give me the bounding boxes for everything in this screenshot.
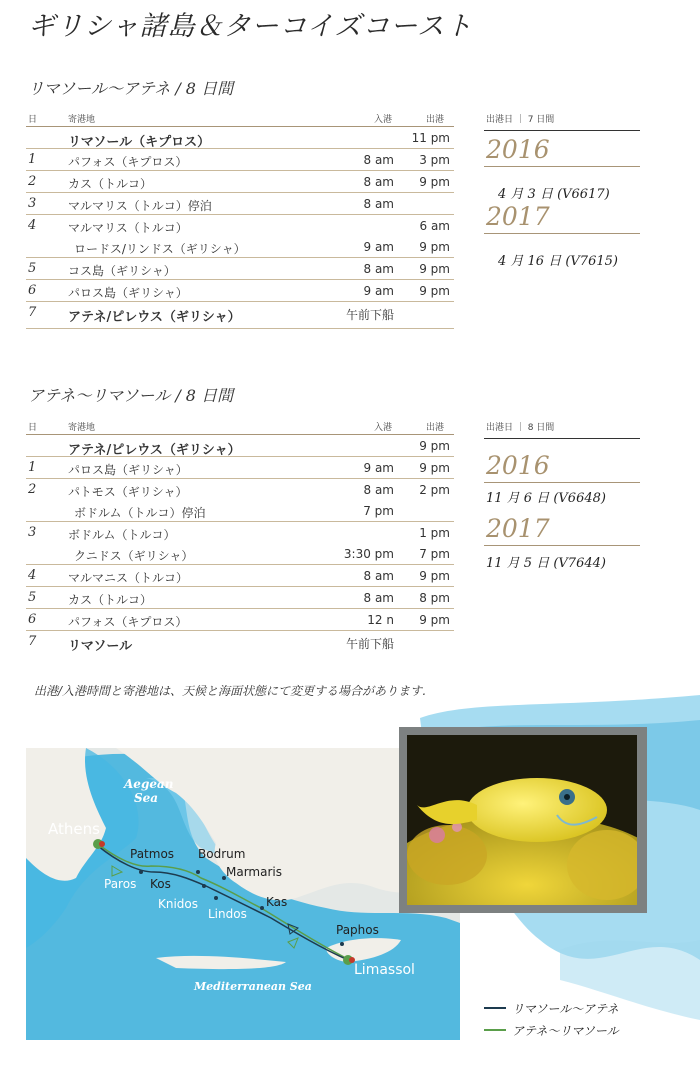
- arrival-time: 3:30 pm: [343, 547, 394, 561]
- port-name: パフォス（キプロス）: [68, 615, 188, 629]
- map-label: Athens: [48, 820, 100, 838]
- route-legend: [484, 997, 619, 1041]
- day-number: 6: [28, 612, 37, 627]
- port-name: リマソール: [68, 639, 133, 654]
- table-header: [26, 414, 454, 435]
- map-label: Mediterranean Sea: [194, 980, 312, 993]
- departure-date: 4 月 16 日 (V7615): [498, 254, 618, 269]
- arrival-time: 8 am: [363, 153, 394, 167]
- port-name: パロス島（ギリシャ）: [68, 463, 188, 477]
- departure-header: 出港日 ｜ 8 日間: [484, 414, 640, 439]
- itinerary-row: [26, 127, 454, 149]
- header-depart: 出港: [425, 423, 444, 433]
- arrival-time: 8 am: [363, 175, 394, 189]
- arrival-time: 7 pm: [363, 504, 394, 518]
- arrival-time: 午前下船: [345, 637, 394, 651]
- map-label: Marmaris: [226, 865, 282, 879]
- cruise2-departures: [484, 414, 640, 571]
- cruise-route-map: [26, 748, 460, 1040]
- departure-date: 4 月 3 日 (V6617): [498, 187, 610, 202]
- departure-time: 11 pm: [411, 131, 450, 145]
- yellow-goby-fish-photo: [407, 735, 637, 905]
- map-label: Aegean: [124, 777, 174, 791]
- port-name: ボドルム（トルコ）停泊: [74, 506, 206, 520]
- header-depart: 出港: [425, 115, 444, 125]
- itinerary-row: [26, 302, 454, 329]
- arrival-time: 8 am: [363, 569, 394, 583]
- day-number: 5: [28, 261, 37, 276]
- itinerary-row: [26, 457, 454, 479]
- day-number: 3: [28, 196, 37, 211]
- cruise1-itinerary-table: [26, 106, 454, 329]
- arrival-time: 12 n: [367, 613, 394, 627]
- departure-time: 8 pm: [419, 591, 450, 605]
- header-day: 日: [28, 423, 38, 433]
- port-name: カス（トルコ）: [68, 593, 153, 607]
- itinerary-row: [26, 479, 454, 522]
- map-label: Sea: [134, 791, 159, 805]
- day-number: 6: [28, 283, 37, 298]
- departure-time: 9 pm: [419, 262, 450, 276]
- itinerary-row: [26, 587, 454, 609]
- arrival-time: 8 am: [363, 483, 394, 497]
- cruise2-heading: アテネ～リマソール / 8 日間: [28, 386, 234, 405]
- departure-date: 11 月 6 日 (V6648): [486, 491, 606, 506]
- port-name: マルマニス（トルコ）: [68, 571, 189, 585]
- itinerary-row: [26, 522, 454, 565]
- map-label: Limassol: [354, 962, 415, 978]
- day-number: 4: [28, 568, 37, 583]
- cruise2-itinerary-table: [26, 414, 454, 657]
- table-header: [26, 106, 454, 127]
- itinerary-row: [26, 609, 454, 631]
- port-name: ロードス/リンドス（ギリシャ）: [74, 242, 246, 256]
- arrival-time: 9 am: [363, 240, 394, 254]
- departure-time: 9 pm: [419, 439, 450, 453]
- day-number: 2: [28, 482, 37, 497]
- header-day: 日: [28, 115, 38, 125]
- itinerary-row: [26, 280, 454, 302]
- itinerary-row: [26, 631, 454, 657]
- route-line-swatch: [484, 1029, 506, 1031]
- departure-time: 6 am: [419, 219, 450, 233]
- schedule-note: 出港/入港時間と寄港地は、天候と海面状態にて変更する場合があります.: [34, 684, 426, 698]
- legend-label: リマソール～アテネ: [512, 1001, 619, 1016]
- itinerary-row: [26, 193, 454, 215]
- port-name: パフォス（キプロス）: [68, 155, 188, 169]
- departure-year: 2017: [484, 512, 640, 546]
- cruise1-heading: リマソール～アテネ / 8 日間: [28, 79, 234, 98]
- port-name: マルマリス（トルコ）停泊: [68, 199, 212, 213]
- route-line-swatch: [484, 1007, 506, 1009]
- departure-time: 9 pm: [419, 613, 450, 627]
- map-label: Kas: [266, 895, 288, 909]
- port-name: パトモス（ギリシャ）: [68, 485, 188, 499]
- departure-time: 9 pm: [419, 569, 450, 583]
- map-label: Paphos: [336, 923, 379, 937]
- itinerary-row: [26, 258, 454, 280]
- port-name: パロス島（ギリシャ）: [68, 286, 188, 300]
- map-label: Lindos: [208, 907, 247, 921]
- departure-header: 出港日 ｜ 7 日間: [484, 106, 640, 131]
- departure-time: 3 pm: [419, 153, 450, 167]
- departure-year: 2016: [484, 449, 640, 483]
- port-name: リマソール（キプロス）: [68, 135, 211, 150]
- arrival-time: 8 am: [363, 591, 394, 605]
- arrival-time: 9 am: [363, 461, 394, 475]
- departure-date: 11 月 5 日 (V7644): [486, 556, 606, 571]
- departure-time: 9 pm: [419, 461, 450, 475]
- map-label: Kos: [150, 877, 171, 891]
- header-port: 寄港地: [68, 115, 96, 125]
- header-port: 寄港地: [68, 423, 96, 433]
- map-label: Bodrum: [198, 847, 246, 861]
- cruise1-departures: [484, 106, 640, 269]
- page-title: ギリシャ諸島＆ターコイズコースト: [28, 11, 474, 42]
- port-name: クニドス（ギリシャ）: [74, 549, 194, 563]
- port-name: カス（トルコ）: [68, 177, 153, 191]
- arrival-time: 8 am: [363, 262, 394, 276]
- departure-time: 9 pm: [419, 284, 450, 298]
- itinerary-row: [26, 171, 454, 193]
- departure-year: 2016: [484, 133, 640, 167]
- port-name: アテネ/ピレウス（ギリシャ）: [68, 443, 241, 458]
- port-name: ボドルム（トルコ）: [68, 528, 176, 542]
- legend-item: [484, 997, 619, 1019]
- departure-time: 9 pm: [419, 175, 450, 189]
- port-name: マルマリス（トルコ）: [68, 221, 188, 235]
- day-number: 5: [28, 590, 37, 605]
- itinerary-row: [26, 435, 454, 457]
- arrival-time: 8 am: [363, 197, 394, 211]
- itinerary-row: [26, 215, 454, 258]
- legend-item: [484, 1019, 619, 1041]
- header-arrive: 入港: [373, 115, 392, 125]
- departure-year: 2017: [484, 200, 640, 234]
- day-number: 1: [28, 152, 37, 167]
- legend-label: アテネ～リマソール: [512, 1023, 619, 1038]
- photo-frame: [399, 727, 647, 913]
- port-name: コス島（ギリシャ）: [68, 264, 176, 278]
- departure-time: 2 pm: [419, 483, 450, 497]
- header-arrive: 入港: [373, 423, 392, 433]
- day-number: 7: [28, 305, 37, 320]
- itinerary-row: [26, 149, 454, 171]
- departure-time: 9 pm: [419, 240, 450, 254]
- day-number: 3: [28, 525, 37, 540]
- itinerary-row: [26, 565, 454, 587]
- map-label: Knidos: [158, 897, 199, 911]
- arrival-time: 午前下船: [345, 308, 394, 322]
- port-name: アテネ/ピレウス（ギリシャ）: [68, 310, 241, 325]
- day-number: 1: [28, 460, 37, 475]
- day-number: 2: [28, 174, 37, 189]
- departure-time: 1 pm: [419, 526, 450, 540]
- arrival-time: 9 am: [363, 284, 394, 298]
- day-number: 7: [28, 634, 37, 649]
- map-label: Patmos: [130, 847, 175, 861]
- departure-time: 7 pm: [419, 547, 450, 561]
- day-number: 4: [28, 218, 37, 233]
- map-label: Paros: [104, 877, 137, 891]
